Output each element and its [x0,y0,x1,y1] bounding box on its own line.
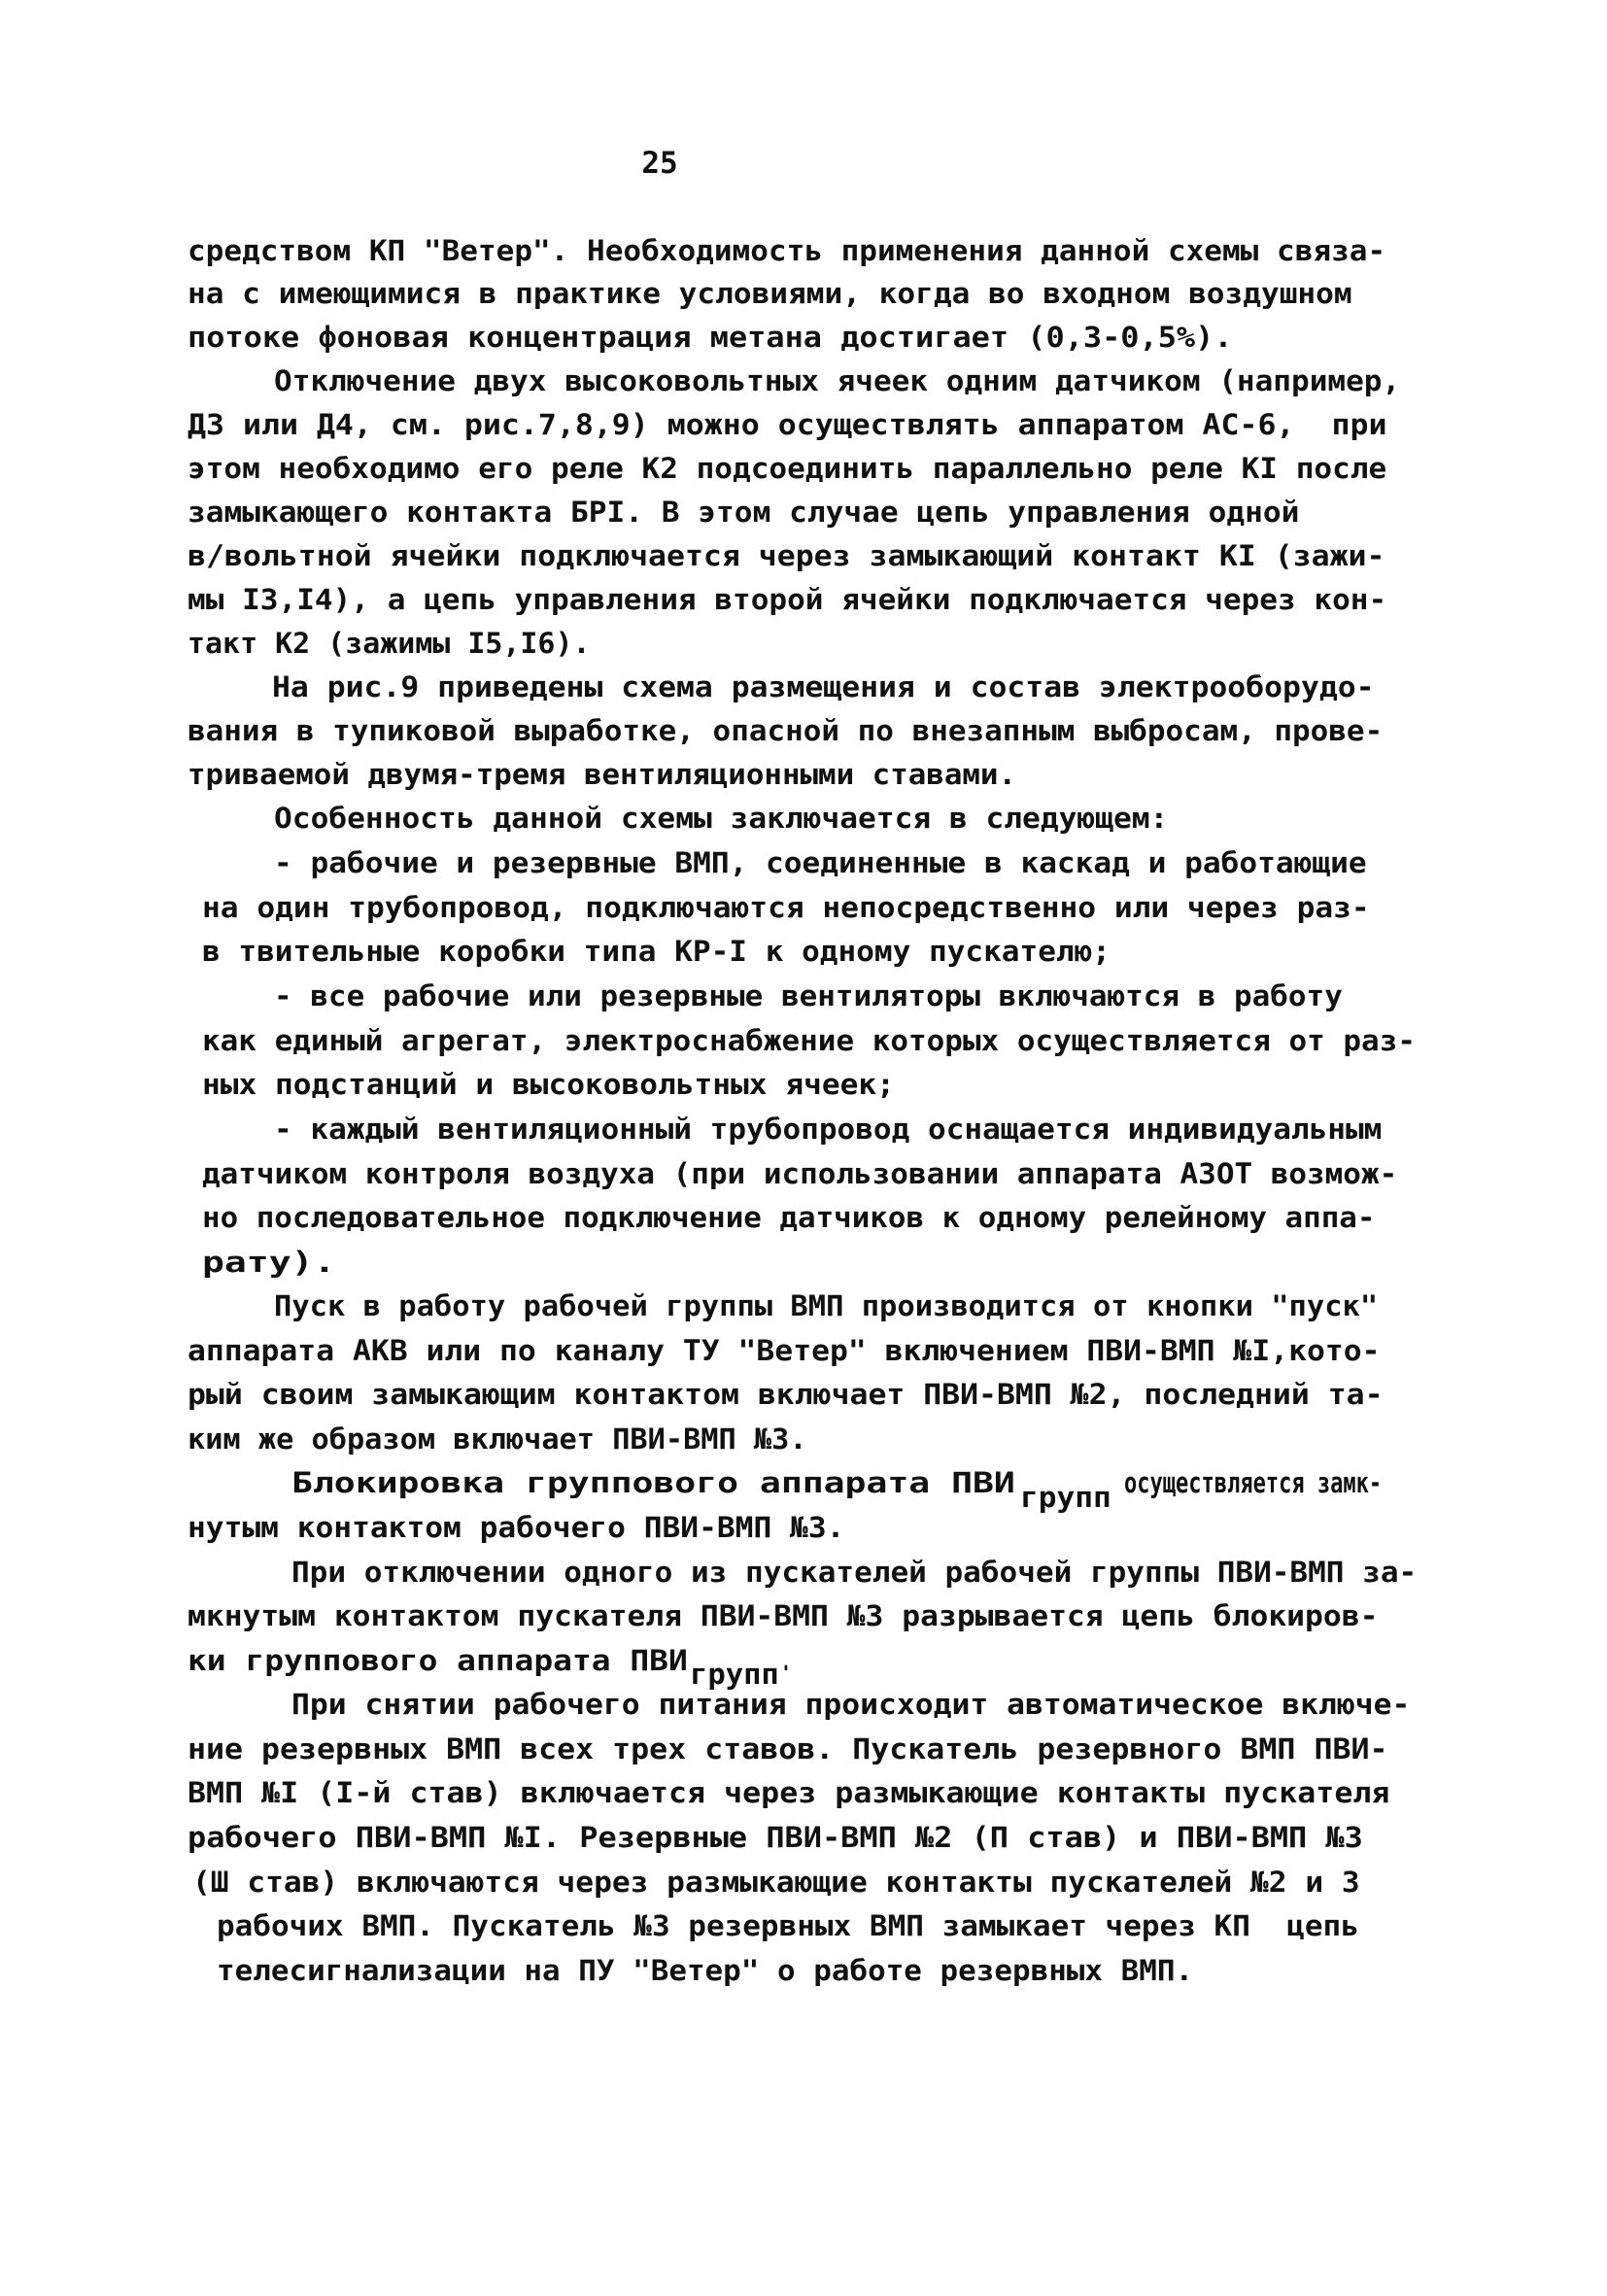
text-line: Пуск в работу рабочей группы ВМП производится от кнопки "пуск" [274,1289,1379,1322]
text-line: в твительные коробки типа КР-I к одному пускателю; [202,935,1111,968]
text-line: рату). [202,1246,336,1279]
text-line: ние резервных ВМП всех трех ставов. Пускатель резервного ВМП ПВИ- [188,1732,1388,1765]
text-line: аппарата АКВ или по каналу ТУ "Ветер" включением ПВИ-ВМП №I,кото- [188,1334,1381,1367]
subscript: групп [1020,1481,1111,1514]
text-line: Отключение двух высоковольтных ячеек одним датчиком (например, [274,364,1401,397]
text-line: (Ш став) включаются через размыкающие контакты пускателей №2 и 3 [192,1866,1360,1899]
text-line: мы I3,I4), а цепь управления второй ячейки подключается через кон- [188,583,1387,616]
text-line: рый своим замыкающим контактом включает ПВИ-ВМП №2, последний та- [188,1378,1384,1411]
text-line: датчиком контроля воздуха (при использовании аппарата АЗОТ возмож- [202,1157,1398,1190]
text-line: такт К2 (зажимы I5,I6). [188,627,591,660]
text-line: Д3 или Д4, см. рис.7,8,9) можно осуществлять аппаратом АС-6, при [188,408,1387,441]
subscript: групп [690,1658,779,1691]
text-line: - рабочие и резервные ВМП, соединенные в каскад и работающие [274,846,1367,879]
text-line: На рис.9 приведены схема размещения и состав электрооборудо- [272,670,1375,703]
text-line: При снятии рабочего питания происходит автоматическое включе- [291,1688,1411,1721]
text-line: мкнутым контактом пускателя ПВИ-ВМП №3 разрывается цепь блокиров- [188,1599,1379,1632]
text-line: осуществляется замк- [1124,1466,1383,1499]
text-line: но последовательное подключение датчиков к одному релейному аппа- [202,1201,1376,1234]
text-line: ВМП №I (I-й став) включается через размыкающие контакты пускателя [188,1776,1390,1809]
text-line: . [781,1644,791,1677]
text-line: телесигнализации на ПУ "Ветер" о работе резервных ВМП. [217,1954,1194,1987]
text-line: ким же образом включает ПВИ-ВМП №3. [188,1422,807,1456]
text-line: потоке фоновая концентрация метана достигает (0,3-0,5%). [188,321,1233,354]
text-line: ки группового аппарата ПВИ [188,1644,688,1677]
text-line: ных подстанций и высоковольтных ячеек; [202,1068,895,1101]
text-line: средством КП "Ветер". Необходимость применения данной схемы связа- [188,234,1386,267]
text-line: - каждый вентиляционный трубопровод оснащается индивидуальным [274,1113,1383,1146]
text-line: нутым контактом рабочего ПВИ-ВМП №3. [188,1511,845,1544]
page-number: 25 [641,146,678,181]
text-line: вания в тупиковой выработке, опасной по внезапным выбросам, прове- [188,714,1384,747]
text-line: в/вольтной ячейки подключается через замыкающий контакт КI (зажи- [188,539,1385,572]
text-line: как единый агрегат, электроснабжение которых осуществляется от раз- [202,1024,1416,1057]
text-line: на с имеющимися в практике условиями, когда во входном воздушном [188,277,1352,310]
text-line: Особенность данной схемы заключается в следующем: [274,802,1169,835]
text-line: триваемой двумя-тремя вентиляционными ставами. [188,758,1017,791]
text-line: замыкающего контакта БРI. В этом случае цепь управления одной [188,496,1300,529]
text-line: рабочих ВМП. Пускатель №3 резервных ВМП замыкает через КП цепь [217,1909,1359,1942]
text-line: на один трубопровод, подключаются непосредственно или через раз- [202,891,1370,924]
text-line: рабочего ПВИ-ВМП №I. Резервные ПВИ-ВМП №2 (П став) и ПВИ-ВМП №3 [188,1821,1363,1854]
text-line: - все рабочие или резервные вентиляторы включаются в работу [274,979,1343,1012]
text-line: Блокировка группового аппарата ПВИ [291,1466,1015,1499]
text-line: При отключении одного из пускателей рабочей группы ПВИ-ВМП за- [291,1556,1418,1589]
text-line: этом необходимо его реле К2 подсоединить параллельно реле КI после [188,452,1387,485]
